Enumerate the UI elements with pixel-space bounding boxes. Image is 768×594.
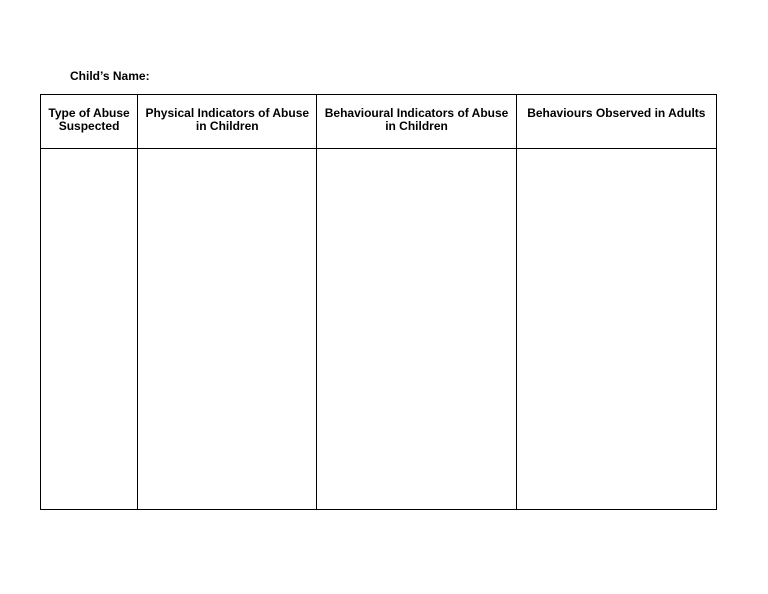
abuse-indicators-table [40,94,717,510]
childs-name-label: Child’s Name: [70,69,150,83]
table-header-row [41,95,717,149]
cell-behavioural-indicators[interactable] [317,149,516,510]
header-physical-indicators: Physical Indicators of Abuse in Children [138,95,317,149]
table-row [41,149,717,510]
header-type-of-abuse: Type of Abuse Suspected [41,95,138,149]
header-behaviours-adults: Behaviours Observed in Adults [516,95,716,149]
cell-type-of-abuse[interactable] [41,149,138,510]
header-behavioural-indicators: Behavioural Indicators of Abuse in Children [317,95,516,149]
cell-behaviours-adults[interactable] [516,149,716,510]
cell-physical-indicators[interactable] [138,149,317,510]
